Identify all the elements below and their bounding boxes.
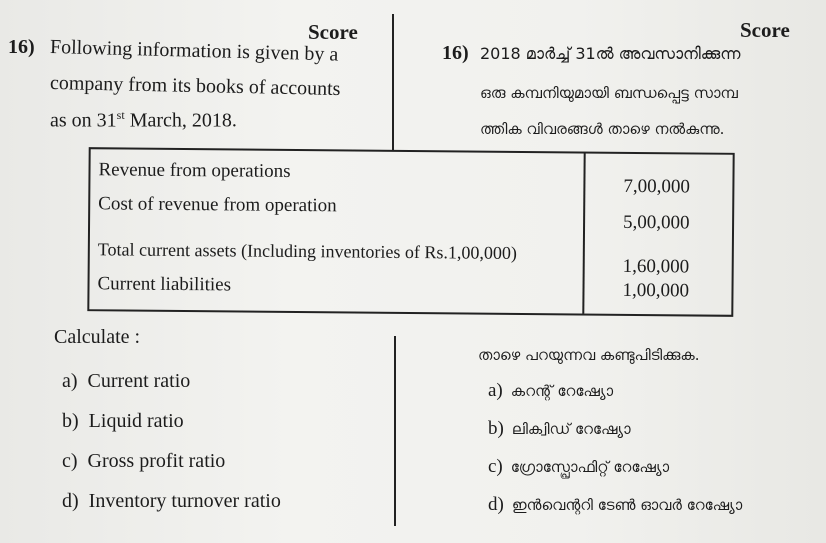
ml-list-item <box>488 418 631 440</box>
question-number-left: 16) <box>8 36 35 58</box>
ml-calculate-label: താഴെ പറയുന്നവ കണ്ടുപിടിക്കുക. <box>478 346 700 364</box>
table-row-label: Current liabilities <box>97 273 232 296</box>
score-label-left: Score <box>308 20 358 44</box>
ml-intro-line-1: 2018 മാർച്ച് 31ൽ അവസാനിക്കുന്ന <box>480 44 741 63</box>
column-divider-bottom <box>394 336 396 526</box>
table-row-label: Cost of revenue from operation <box>98 193 337 217</box>
table-row-value: 5,00,000 <box>623 211 690 234</box>
calculate-label: Calculate : <box>54 326 141 348</box>
table-column-separator <box>582 154 585 314</box>
intro-line-1: Following information is given by a <box>49 36 339 66</box>
column-divider-top <box>392 14 394 150</box>
intro-line-2: company from its books of accounts <box>49 72 341 101</box>
intro-line-3 <box>50 108 237 133</box>
list-item-marker: c) <box>488 456 503 477</box>
financial-data-table <box>87 147 734 317</box>
intro-line-3-prefix: as on 31 <box>50 109 117 132</box>
table-row-label: Revenue from operations <box>98 159 291 182</box>
list-item-text: Gross profit ratio <box>87 450 226 472</box>
ml-list-item <box>488 456 669 478</box>
list-item-marker: c) <box>62 450 78 472</box>
ml-intro-line-3: ത്തിക വിവരങ്ങൾ താഴെ നൽകുന്നു. <box>480 120 725 138</box>
table-row-label: Total current assets (Including inventories of Rs.1,00,000) <box>97 239 518 263</box>
list-item-text: ലിക്വിഡ് റേഷ്യോ <box>511 420 631 438</box>
list-item <box>62 370 190 393</box>
table-row-value: 7,00,000 <box>623 175 690 198</box>
ml-list-item <box>488 494 742 516</box>
list-item <box>62 490 281 513</box>
list-item <box>62 410 184 433</box>
list-item-marker: b) <box>488 418 504 439</box>
list-item-marker: d) <box>62 490 79 512</box>
list-item-text: ഇൻവെന്ററി ടേൺ ഓവർ റേഷ്യോ <box>511 496 743 514</box>
list-item-text: Inventory turnover ratio <box>88 490 281 512</box>
table-row-value: 1,00,000 <box>622 279 690 302</box>
list-item <box>62 450 225 473</box>
list-item-text: Liquid ratio <box>88 410 184 432</box>
ml-list-item <box>488 380 613 402</box>
score-label-right: Score <box>740 18 790 42</box>
list-item-marker: a) <box>62 370 78 392</box>
list-item-marker: b) <box>62 410 79 432</box>
list-item-marker: d) <box>488 494 504 515</box>
ml-intro-line-2: ഒരു കമ്പനിയുമായി ബന്ധപ്പെട്ട സാമ്പ <box>480 84 738 102</box>
list-item-marker: a) <box>488 380 503 401</box>
question-number-right: 16) <box>442 42 469 64</box>
list-item-text: Current ratio <box>87 370 191 392</box>
list-item-text: കറന്റ് റേഷ്യോ <box>510 382 614 400</box>
intro-line-3-superscript: st <box>116 108 125 122</box>
intro-line-3-suffix: March, 2018. <box>124 109 237 132</box>
list-item-text: ഗ്രോസ്പ്രോഫിറ്റ് റേഷ്യോ <box>510 458 670 476</box>
table-row-value: 1,60,000 <box>622 255 690 278</box>
